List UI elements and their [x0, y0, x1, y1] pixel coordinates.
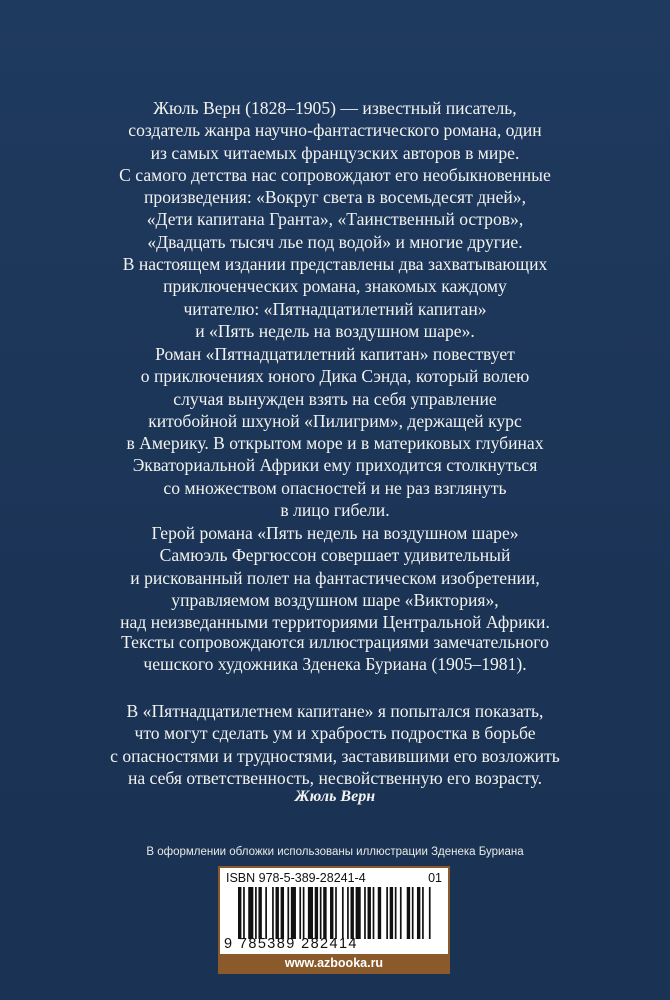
- quote-line: В «Пятнадцатилетнем капитане» я попытался показать,: [126, 701, 544, 721]
- text-line: «Двадцать тысяч лье под водой» и многие другие.: [147, 231, 523, 252]
- synopsis-paragraph-2: [95, 343, 575, 521]
- text-line: управляемом воздушном шаре «Виктория»,: [171, 589, 499, 610]
- synopsis-paragraph-3: [95, 522, 575, 633]
- text-line: над неизведанными территориями Центральной Африки.: [120, 612, 550, 633]
- text-line: Роман «Пятнадцатилетний капитан» повествует: [155, 344, 515, 364]
- text-line: Экваториальной Африки ему приходится столкнуться: [132, 455, 538, 476]
- text-line: В настоящем издании представлены два захватывающих: [122, 254, 548, 275]
- text-line: произведения: «Вокруг света в восемьдесят дней»,: [143, 187, 526, 208]
- text-line: из самых читаемых французских авторов в мире.: [150, 142, 520, 163]
- text-line: в лицо гибели.: [280, 500, 390, 521]
- text-line: приключенческих романа, знакомых каждому: [163, 276, 507, 297]
- barcode-icon: [236, 887, 436, 939]
- illustration-credit: В оформлении обложки использованы иллюстрации Зденека Буриана: [146, 846, 524, 858]
- text-line: в Америку. В открытом море и в материковых глубинах: [126, 433, 544, 454]
- text-line: С самого детства нас сопровождают его необыкновенные: [119, 164, 551, 185]
- text-line: китобойной шхуной «Пилигрим», держащей курс: [148, 410, 522, 431]
- text-line: Тексты сопровождаются иллюстрациями замечательного: [121, 632, 549, 652]
- barcode-block: [218, 866, 450, 974]
- publisher-url: www.azbooka.ru: [220, 954, 448, 972]
- barcode-digits: 9 785389 282414: [224, 936, 358, 952]
- text-line: создатель жанра научно-фантастического романа, один: [128, 120, 542, 141]
- isbn-addon: 01: [428, 871, 442, 885]
- text-line: Герой романа «Пять недель на воздушном шаре»: [151, 523, 519, 543]
- quote-author: Жюль Верн: [294, 788, 376, 805]
- quote-line: с опасностями и трудностями, заставившими его возложить: [110, 745, 560, 766]
- text-line: Жюль Верн (1828–1905) — известный писатель,: [153, 98, 517, 118]
- text-line: и рискованный полет на фантастическом изобретении,: [130, 567, 540, 588]
- synopsis-paragraph-1: [95, 97, 575, 342]
- text-line: со множеством опасностей и не раз взглянуть: [163, 477, 507, 498]
- text-line: «Дети капитана Гранта», «Таинственный остров»,: [146, 209, 524, 230]
- text-line: случая вынужден взять на себя управление: [173, 388, 497, 409]
- text-line: и «Пять недель на воздушном шаре».: [195, 320, 475, 341]
- isbn-row: [226, 871, 442, 885]
- author-quote: [95, 700, 575, 789]
- synopsis-paragraph-4: [95, 631, 575, 676]
- text-line: читателю: «Пятнадцатилетний капитан»: [183, 298, 487, 319]
- text-line: о приключениях юного Дика Сэнда, который волею: [140, 366, 530, 387]
- text-line: чешского художника Зденека Буриана (1905–1981).: [143, 654, 527, 675]
- quote-line: что могут сделать ум и храбрость подростка в борьбе: [134, 723, 536, 744]
- quote-line: на себя ответственность, несвойственную его возрасту.: [127, 767, 543, 788]
- isbn-number: ISBN 978-5-389-28241-4: [226, 871, 366, 885]
- text-line: Самюэль Фергюссон совершает удивительный: [159, 545, 511, 566]
